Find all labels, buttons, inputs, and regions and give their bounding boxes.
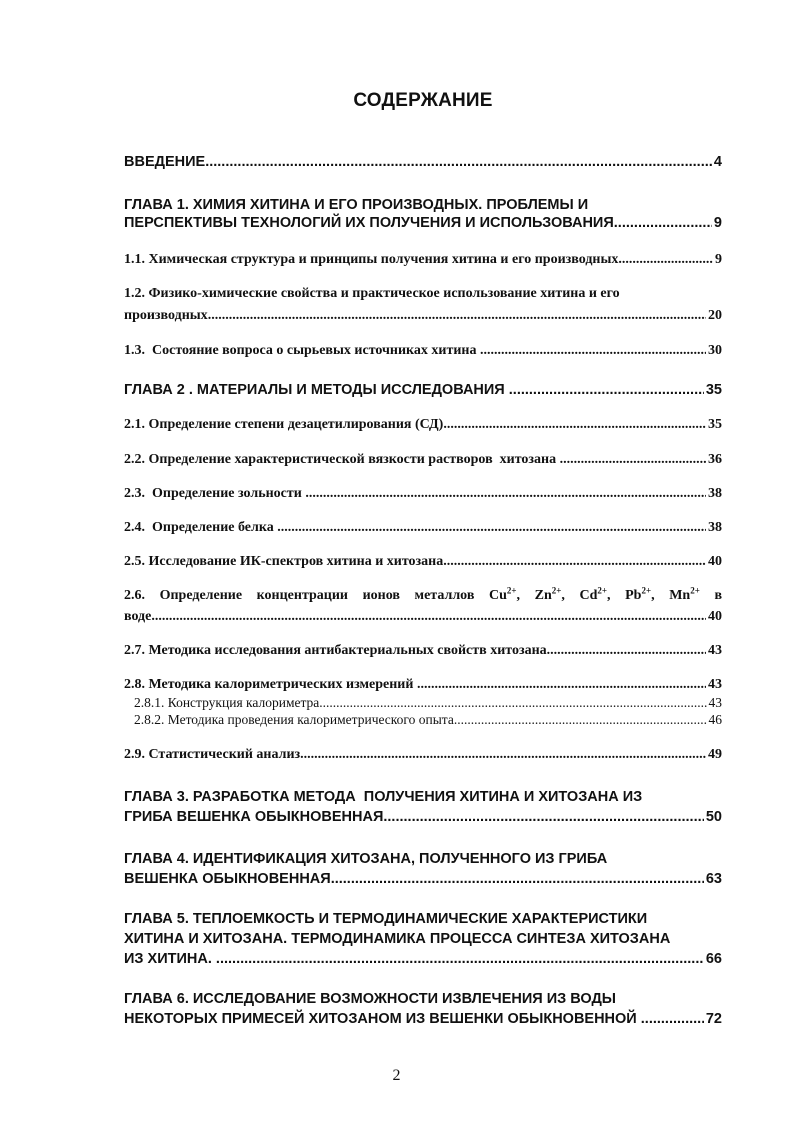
dot-leader [151,608,706,626]
entry-text: 2.8. Методика калориметрических измерений [124,677,417,692]
page-number: 2 [392,1067,401,1084]
entry-text: ВЕШЕНКА ОБЫКНОВЕННАЯ [124,871,331,887]
toc-entry-1-2[interactable] [124,285,722,325]
entry-text: 2.4. Определение белка [124,520,278,535]
toc-entry-2-9[interactable] [124,746,722,764]
ion-cd: $Cd^{2+}$, [579,585,611,603]
toc-entry-2-4[interactable] [124,519,722,537]
entry-text: ГРИБА ВЕШЕНКА ОБЫКНОВЕННАЯ [124,809,384,825]
page-ref: 4 [713,154,722,170]
entry-text-line: 2.6. Определение концентрации ионов металлов $Cu^{2+}$, $Zn^{2+}$, $Cd^{2+}$, $Pb^{2+}$, $Mn^{2+}$ в [124,585,722,603]
dot-leader [454,712,707,728]
entry-text: ВВЕДЕНИЕ [124,154,206,170]
entry-text: ХИТИНА И ХИТОЗАНА. ТЕРМОДИНАМИКА ПРОЦЕССА СИНТЕЗА ХИТОЗАНА [124,931,671,947]
dot-leader [618,251,713,269]
page-ref: 36 [708,452,722,467]
page-ref: 35 [708,417,722,432]
toc-entry-chapter-3[interactable] [124,788,722,826]
entry-text: ГЛАВА 4. ИДЕНТИФИКАЦИЯ ХИТОЗАНА, ПОЛУЧЕННОГО ИЗ ГРИБА [124,851,608,867]
toc-entry-2-8[interactable] [124,676,722,694]
entry-text: 1.1. Химическая структура и принципы получения хитина и его производных [124,252,619,267]
page-ref: 50 [705,809,722,825]
dot-leader [383,808,703,826]
entry-text: ИЗ ХИТИНА. [124,951,216,967]
dot-leader [300,746,706,764]
entry-text: 2.8.1. Конструкция калориметра [134,695,320,710]
entry-text: ГЛАВА 3. РАЗРАБОТКА МЕТОДА ПОЛУЧЕНИЯ ХИТИНА И ХИТОЗАНА ИЗ [124,789,643,805]
page-ref: 46 [708,712,722,727]
entry-text: 2.3. Определение зольности [124,486,306,501]
toc-entry-2-6[interactable] [124,587,722,626]
toc-entry-chapter-1[interactable] [124,196,722,232]
dot-leader [331,870,704,888]
page-ref: 66 [705,951,722,967]
toc-entry-2-3[interactable] [124,485,722,503]
dot-leader [443,553,706,571]
entry-text: 1.2. Физико-химические свойства и практическое использование хитина и его [124,286,620,301]
toc-entry-2-2[interactable] [124,451,722,469]
page-ref: 30 [708,343,722,358]
toc-entry-2-8-2[interactable] [124,712,722,728]
ion-pb: $Pb^{2+}$, [625,585,655,603]
ion-zn: $Zn^{2+}$, [534,585,565,603]
page-title: СОДЕРЖАНИЕ [353,90,493,111]
dot-leader [614,214,712,232]
page-ref: 43 [708,695,722,710]
entry-text: 1.3. Состояние вопроса о сырьевых источниках хитина [124,343,480,358]
entry-text: ПЕРСПЕКТИВЫ ТЕХНОЛОГИЙ ИХ ПОЛУЧЕНИЯ И ИСПОЛЬЗОВАНИЯ [124,215,614,231]
dot-leader [305,485,706,503]
entry-text: 2.2. Определение характеристической вязкости растворов хитозана [124,452,560,467]
dot-leader [560,451,706,469]
entry-text: 2.5. Исследование ИК-спектров хитина и хитозана [124,554,444,569]
dot-leader [480,342,706,360]
toc-entry-2-8-1[interactable] [124,695,722,711]
entry-text: воде [124,609,152,624]
dot-leader [319,695,706,711]
page-ref: 43 [708,643,722,658]
page-ref: 20 [708,308,722,323]
page-ref: 9 [713,215,722,231]
dot-leader [509,381,704,399]
toc-entry-chapter-4[interactable] [124,850,722,888]
page-ref: 35 [705,382,722,398]
entry-text: ГЛАВА 2 . МАТЕРИАЛЫ И МЕТОДЫ ИССЛЕДОВАНИЯ [124,382,509,398]
page-ref: 40 [708,554,722,569]
entry-text: ГЛАВА 1. ХИМИЯ ХИТИНА И ЕГО ПРОИЗВОДНЫХ. ПРОБЛЕМЫ И [124,197,589,213]
toc-entry-chapter-6[interactable] [124,990,722,1028]
toc-entry-chapter-2[interactable] [124,381,722,399]
page-ref: 9 [715,252,722,267]
toc-entry-2-1[interactable] [124,416,722,434]
page-ref: 40 [708,609,722,624]
dot-leader [216,950,704,968]
entry-text: 2.7. Методика исследования антибактериальных свойств хитозана [124,643,547,658]
entry-text: НЕКОТОРЫХ ПРИМЕСЕЙ ХИТОЗАНОМ ИЗ ВЕШЕНКИ ОБЫКНОВЕННОЙ [124,1011,641,1027]
dot-leader [208,307,706,325]
toc-entry-1-3[interactable] [124,342,722,360]
toc-entry-2-5[interactable] [124,553,722,571]
toc-entry-2-7[interactable] [124,642,722,660]
dot-leader [443,416,706,434]
entry-text: 2.1. Определение степени дезацетилирования (СД) [124,417,444,432]
entry-text: производных [124,308,208,323]
dot-leader [277,519,706,537]
toc-entry-1-1[interactable] [124,251,722,269]
toc-entry-chapter-5[interactable] [124,910,722,968]
toc-entry-intro[interactable] [124,153,722,171]
ion-mn: $Mn^{2+}$ [669,585,700,603]
page-ref: 38 [708,486,722,501]
page-ref: 43 [708,677,722,692]
dot-leader [641,1010,704,1028]
dot-leader [417,676,706,694]
dot-leader [205,153,712,171]
page-ref: 72 [705,1011,722,1027]
entry-text: 2.9. Статистический анализ [124,747,301,762]
page-ref: 49 [708,747,722,762]
entry-text: 2.8.2. Методика проведения калориметрического опыта [134,712,454,727]
entry-text: ГЛАВА 6. ИССЛЕДОВАНИЕ ВОЗМОЖНОСТИ ИЗВЛЕЧЕНИЯ ИЗ ВОДЫ [124,991,616,1007]
page-ref: 63 [705,871,722,887]
dot-leader [547,642,706,660]
page-ref: 38 [708,520,722,535]
ion-cu: $Cu^{2+}$, [488,585,521,603]
entry-text: ГЛАВА 5. ТЕПЛОЕМКОСТЬ И ТЕРМОДИНАМИЧЕСКИЕ ХАРАКТЕРИСТИКИ [124,911,648,927]
